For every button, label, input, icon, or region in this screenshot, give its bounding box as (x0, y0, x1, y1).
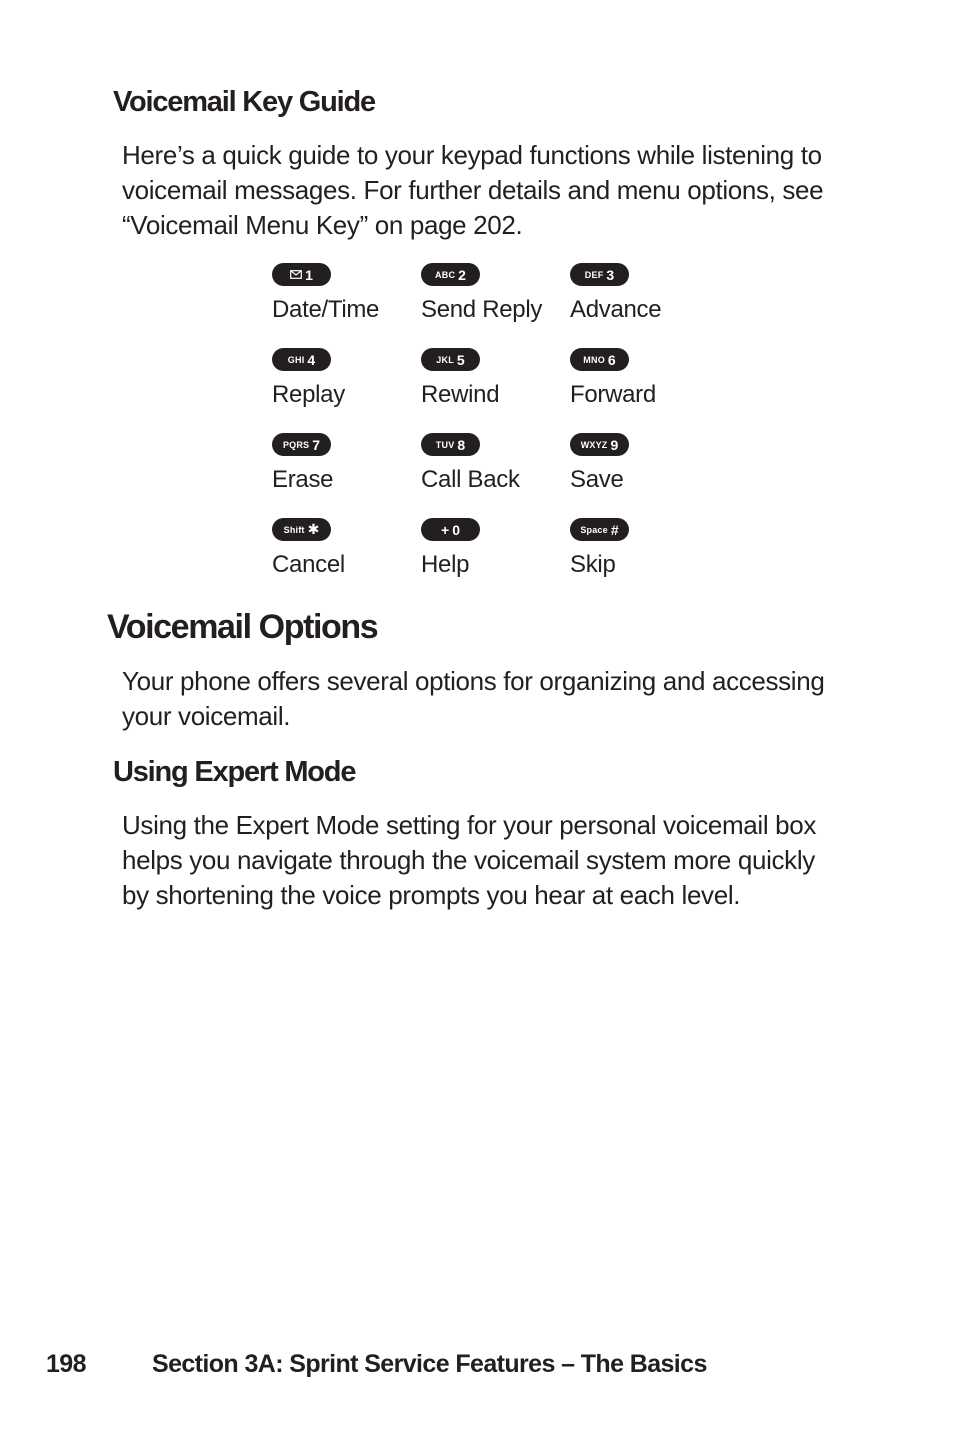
key-item-1 (272, 263, 421, 348)
using-expert-mode-heading: Using Expert Mode (113, 756, 356, 788)
key-digit: 8 (457, 436, 466, 453)
key-function-label: Skip (570, 551, 616, 578)
key-4-cap (272, 348, 331, 371)
key-letters: Shift (283, 524, 305, 535)
page-number: 198 (46, 1350, 86, 1378)
key-letters: PQRS (282, 439, 310, 450)
key-8-cap (421, 433, 480, 456)
key-function-label: Call Back (421, 466, 520, 493)
key-digit: 4 (307, 351, 316, 368)
key-function-label: Date/Time (272, 296, 380, 323)
key-letters: TUV (435, 439, 455, 450)
key-item-4 (272, 348, 421, 433)
envelope-icon (290, 266, 302, 284)
key-item-7 (272, 433, 421, 518)
key-star-cap (272, 518, 331, 541)
key-digit: 6 (607, 351, 616, 368)
key-9-cap (570, 433, 629, 456)
key-5-cap (421, 348, 480, 371)
key-function-label: Forward (570, 381, 656, 408)
section-title: Section 3A: Sprint Service Features – The Basics (152, 1350, 707, 1378)
key-item-star (272, 518, 421, 603)
key-function-label: Advance (570, 296, 662, 323)
key-item-6 (570, 348, 719, 433)
key-function-label: Save (570, 466, 624, 493)
key-0-cap (421, 518, 480, 541)
key-digit: 3 (606, 266, 615, 283)
key-letters: DEF (584, 269, 604, 280)
key-pound-cap (570, 518, 629, 541)
key-item-pound (570, 518, 719, 603)
key-7-cap (272, 433, 331, 456)
key-function-label: Replay (272, 381, 345, 408)
key-item-2 (421, 263, 570, 348)
key-digit: 5 (456, 351, 465, 368)
voicemail-options-intro: Your phone offers several options for organizing and accessing your voicemail. (122, 666, 825, 731)
key-item-0 (421, 518, 570, 603)
key-2-cap (421, 263, 480, 286)
key-3-cap (570, 263, 629, 286)
key-digit: 1 (305, 266, 313, 283)
key-digit: # (610, 521, 619, 538)
key-letters: + (441, 521, 450, 538)
key-item-5 (421, 348, 570, 433)
key-function-label: Cancel (272, 551, 345, 578)
key-function-label: Rewind (421, 381, 500, 408)
key-digit: 0 (452, 521, 460, 538)
key-digit: 7 (312, 436, 321, 453)
voicemail-options-heading: Voicemail Options (107, 608, 378, 646)
key-6-cap (570, 348, 629, 371)
key-item-3 (570, 263, 719, 348)
key-letters: Space (580, 524, 608, 535)
voicemail-key-guide-heading: Voicemail Key Guide (113, 86, 375, 118)
key-function-label: Help (421, 551, 470, 578)
expert-mode-body: Using the Expert Mode setting for your personal voicemail box helps you navigate through the voicemail system more quickly by shortening the voice prompts you hear at each level. (122, 810, 817, 910)
keypad-guide (272, 263, 719, 603)
key-letters: MNO (583, 354, 605, 365)
key-1-cap (272, 263, 331, 286)
key-item-8 (421, 433, 570, 518)
key-item-9 (570, 433, 719, 518)
key-letters: WXYZ (580, 439, 608, 450)
key-digit: 2 (458, 266, 466, 283)
key-guide-intro: Here’s a quick guide to your keypad functions while listening to voicemail messages. For further details and menu options, see “Voicemail Menu Key” on page 202. (122, 140, 824, 240)
key-letters: GHI (287, 354, 305, 365)
key-digit: ✱ (307, 521, 320, 537)
key-function-label: Erase (272, 466, 334, 493)
key-letters: ABC (435, 269, 456, 280)
key-function-label: Send Reply (421, 296, 543, 323)
key-letters: JKL (436, 354, 454, 365)
key-digit: 9 (610, 436, 619, 453)
